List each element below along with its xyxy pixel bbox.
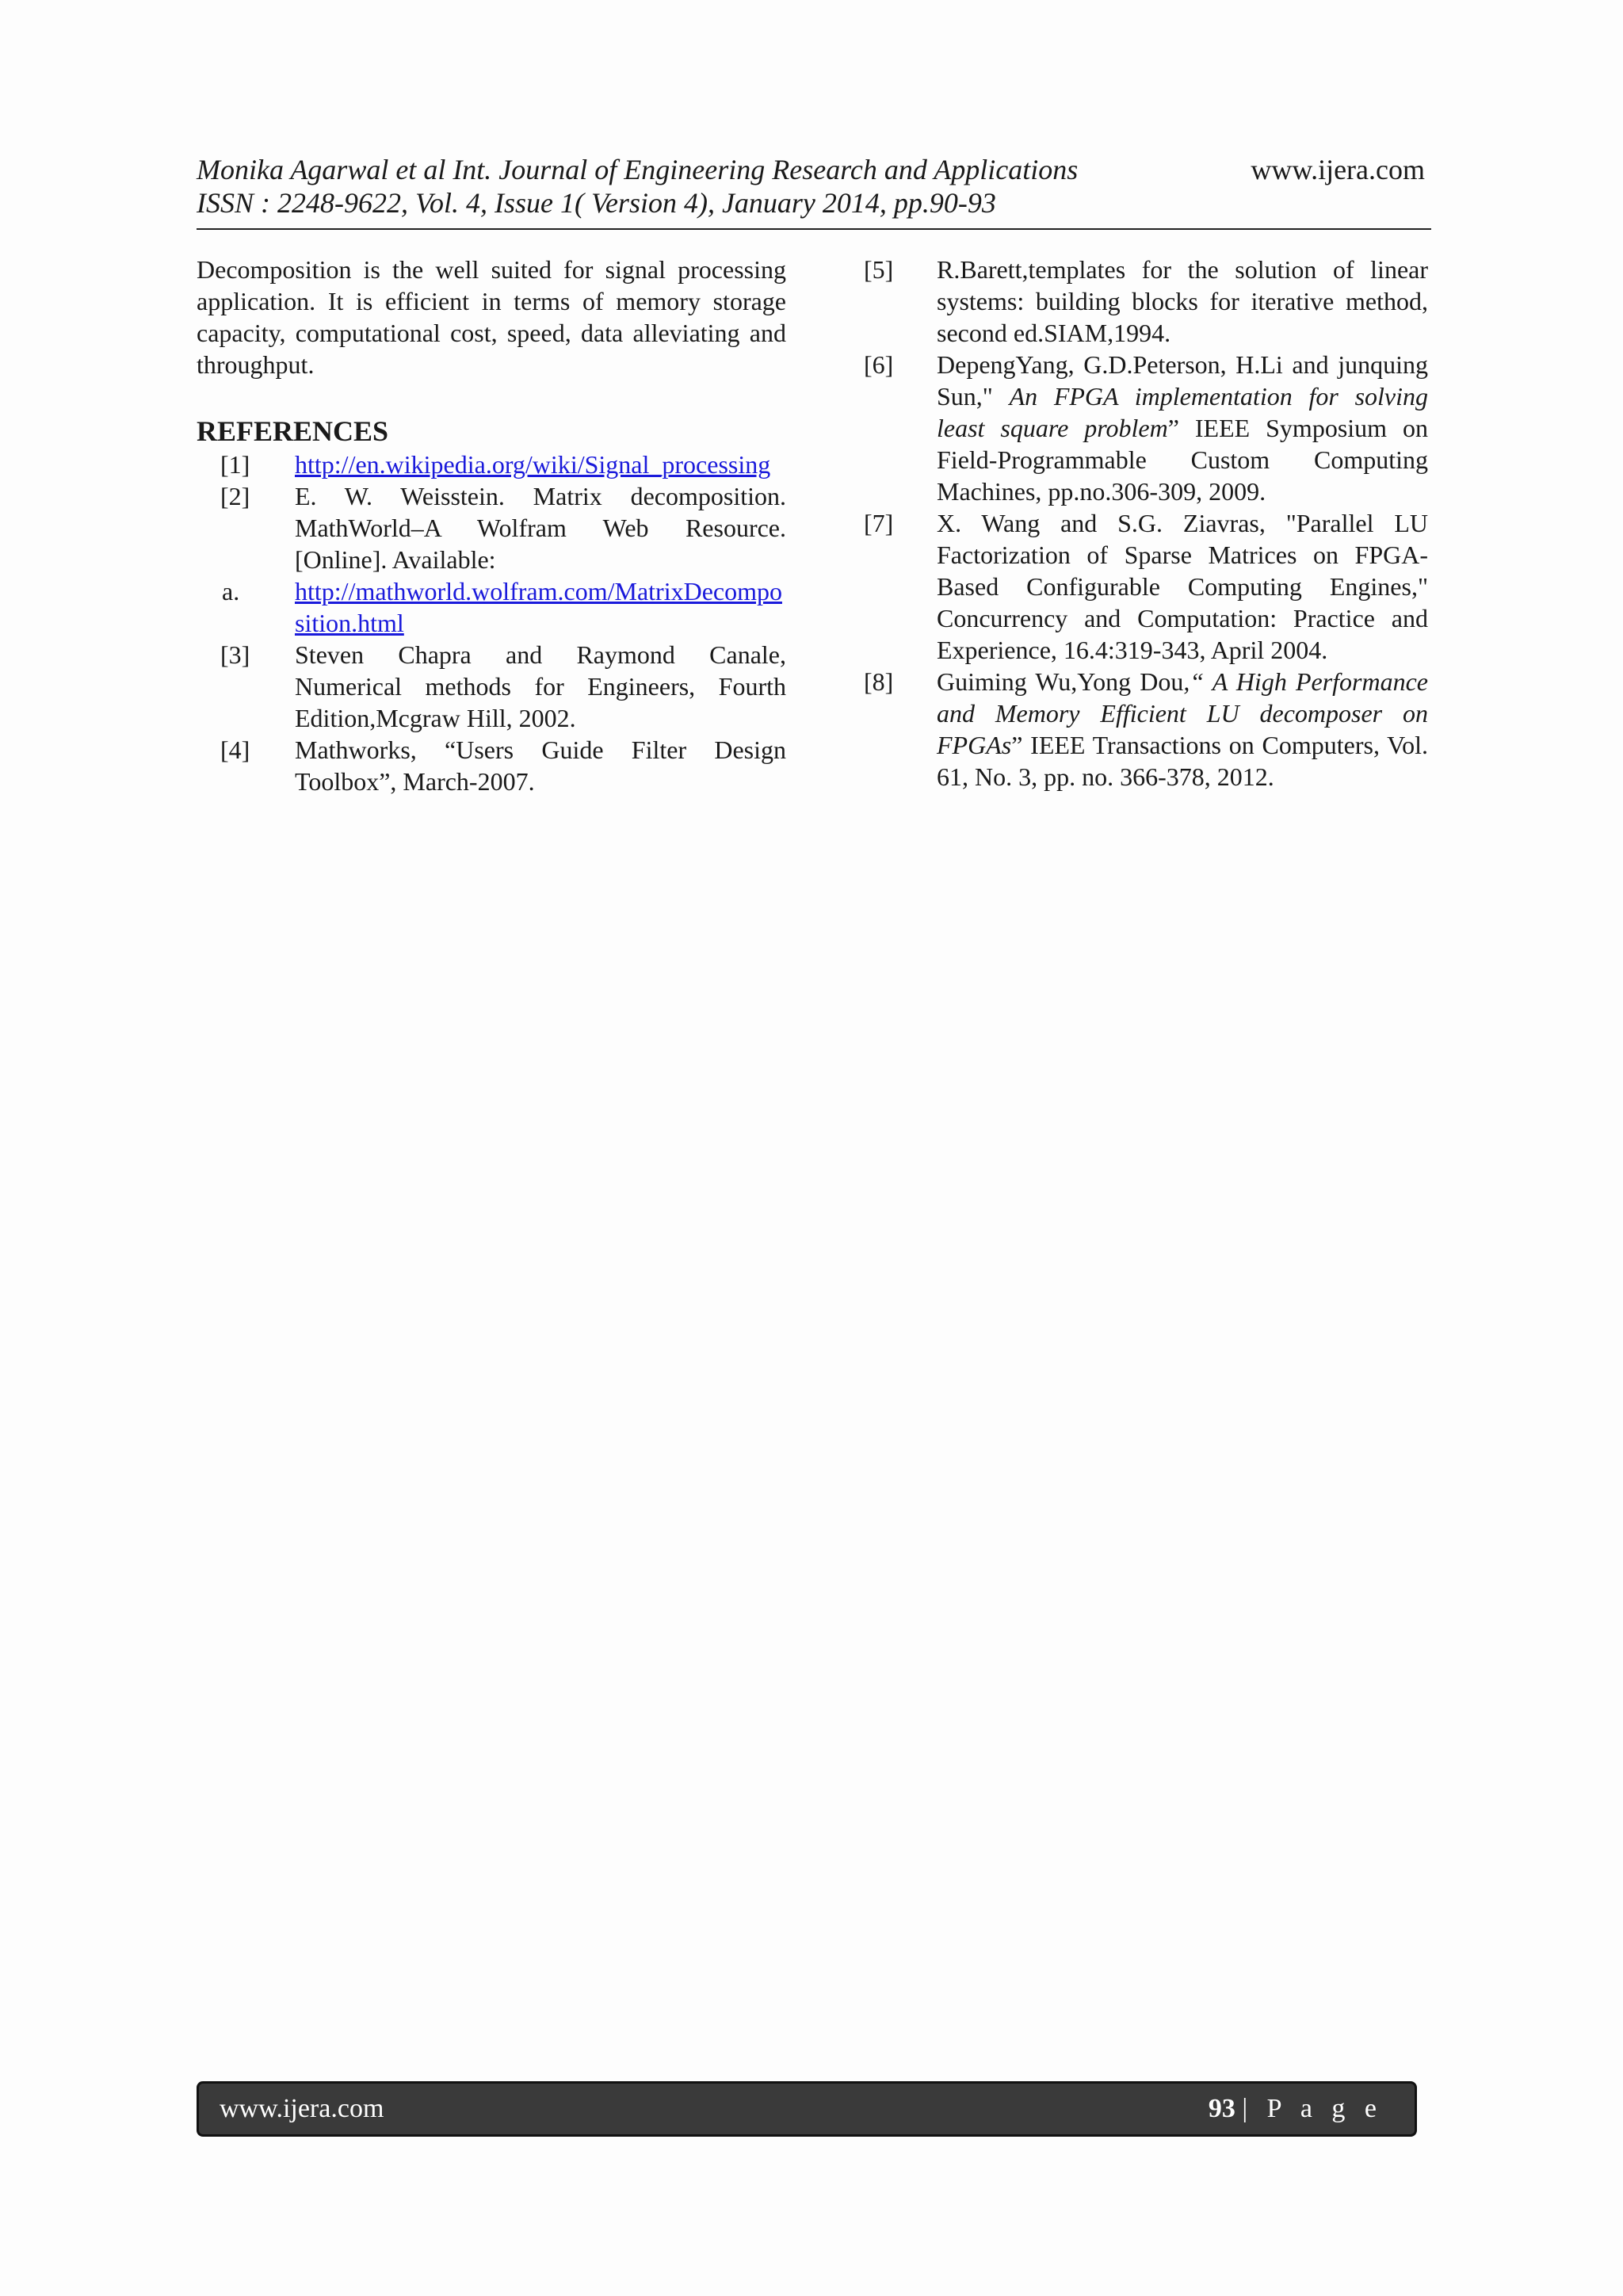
reference-7-text: X. Wang and S.G. Ziavras, "Parallel LU Factorization of Sparse Matrices on FPGA-Based Configurable Computing Engines," Concurrency and Computation: Practice and Experience, 16.4:319-343, April 2004. [937, 509, 1428, 664]
reference-label: [3] [220, 640, 250, 669]
reference-label: [7] [864, 509, 894, 537]
page-header [197, 152, 1431, 230]
reference-7 [864, 507, 1428, 666]
reference-2-text: E. W. Weisstein. Matrix decomposition. MathWorld–A Wolfram Web Resource. [Online]. Available: [295, 482, 786, 574]
reference-4-text: Mathworks, “Users Guide Filter Design Toolbox”, March-2007. [295, 735, 786, 796]
conclusion-paragraph: Decomposition is the well suited for signal processing application. It is efficient in terms of memory storage capacity, computational cost, speed, data alleviating and throughput. [197, 255, 786, 379]
reference-6-text-after: ” IEEE Symposium on Field-Programmable Custom Computing Machines, pp.no.306-309, 2009. [937, 414, 1429, 506]
reference-5 [864, 254, 1428, 349]
footer-website: www.ijera.com [220, 2094, 384, 2123]
reference-list-right [864, 254, 1428, 793]
reference-2 [197, 480, 786, 575]
reference-4 [197, 734, 786, 797]
reference-3 [197, 639, 786, 734]
reference-8-text-after: ” IEEE Transactions on Computers, Vol. 61, No. 3, pp. no. 366-378, 2012. [937, 731, 1428, 791]
page-footer [197, 2081, 1417, 2137]
reference-label: [5] [864, 255, 894, 284]
reference-5-text: R.Barett,templates for the solution of linear systems: building blocks for iterative method, second ed.SIAM,1994. [937, 255, 1428, 347]
reference-1 [197, 449, 786, 480]
reference-8-title: ,“ A High Performance and Memory Efficient LU decomposer on FPGAs [937, 667, 1429, 759]
journal-title: Monika Agarwal et al Int. Journal of Engineering Research and Applications [197, 154, 1079, 185]
reference-label: [2] [220, 482, 250, 510]
references-heading: REFERENCES [197, 415, 389, 447]
reference-label: [1] [220, 450, 250, 479]
reference-6-title: An FPGA implementation for solving least square problem [937, 382, 1429, 442]
reference-3-text: Steven Chapra and Raymond Canale, Numerical methods for Engineers, Fourth Edition,Mcgraw Hill, 2002. [295, 640, 786, 732]
reference-2a-link[interactable]: http://mathworld.wolfram.com/MatrixDecomposition.html [295, 577, 782, 637]
reference-8-text-before: Guiming Wu,Yong Dou [937, 667, 1184, 696]
issue-info: ISSN : 2248-9622, Vol. 4, Issue 1( Version 4), January 2014, pp.90-93 [197, 187, 996, 219]
reference-6 [864, 349, 1428, 507]
page-suffix: | P a g e [1242, 2094, 1383, 2123]
reference-1-link[interactable]: http://en.wikipedia.org/wiki/Signal_processing [295, 450, 771, 479]
reference-list-left [197, 449, 786, 797]
reference-8 [864, 666, 1428, 793]
page-number-value: 93 [1208, 2094, 1235, 2123]
header-website: www.ijera.com [1251, 154, 1425, 185]
page-number [1209, 2084, 1383, 2134]
right-column [864, 254, 1428, 793]
reference-label: [4] [220, 735, 250, 764]
reference-2a [197, 575, 786, 639]
reference-label: [8] [864, 667, 894, 696]
reference-6-text-before: DepengYang, G.D.Peterson, H.Li and junquing Sun," [937, 350, 1428, 411]
left-column [197, 254, 786, 797]
reference-label: a. [222, 577, 240, 606]
reference-label: [6] [864, 350, 894, 379]
